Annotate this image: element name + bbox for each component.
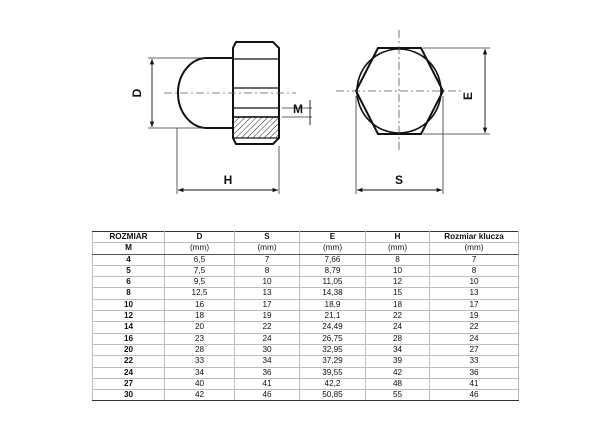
value-cell: 42 [165, 390, 235, 401]
value-cell: 36 [235, 367, 300, 378]
value-cell: 15 [366, 288, 430, 299]
value-cell: 12 [366, 277, 430, 288]
header-e: E [300, 232, 366, 243]
value-cell: 24,49 [300, 322, 366, 333]
top-view [336, 30, 490, 194]
table-row [93, 333, 519, 344]
value-cell: 42 [366, 367, 430, 378]
size-cell: 6 [93, 277, 165, 288]
value-cell: 21,1 [300, 311, 366, 322]
value-cell: 26,75 [300, 333, 366, 344]
table-body [93, 254, 519, 401]
table-row [93, 288, 519, 299]
size-cell: 8 [93, 288, 165, 299]
value-cell: 50,85 [300, 390, 366, 401]
value-cell: 8,79 [300, 265, 366, 276]
value-cell: 10 [366, 265, 430, 276]
size-cell: 14 [93, 322, 165, 333]
h-dimension-label: H [223, 173, 233, 187]
thread-hatch [233, 117, 279, 138]
header-d: D [165, 232, 235, 243]
header-row [93, 232, 519, 243]
table-row [93, 378, 519, 389]
value-cell: 30 [235, 344, 300, 355]
value-cell: 48 [366, 378, 430, 389]
value-cell: 11,05 [300, 277, 366, 288]
e-dimension-label: E [461, 91, 475, 101]
value-cell: 24 [235, 333, 300, 344]
header-s: S [235, 232, 300, 243]
unit-cell: (mm) [165, 243, 235, 254]
value-cell: 13 [430, 288, 519, 299]
unit-cell: (mm) [366, 243, 430, 254]
value-cell: 36 [430, 367, 519, 378]
unit-cell: (mm) [430, 243, 519, 254]
size-cell: 24 [93, 367, 165, 378]
value-cell: 17 [430, 299, 519, 310]
value-cell: 17 [235, 299, 300, 310]
table-row [93, 277, 519, 288]
value-cell: 8 [235, 265, 300, 276]
value-cell: 9,5 [165, 277, 235, 288]
header-h: H [366, 232, 430, 243]
value-cell: 28 [165, 344, 235, 355]
value-cell: 42,2 [300, 378, 366, 389]
value-cell: 34 [165, 367, 235, 378]
value-cell: 37,29 [300, 356, 366, 367]
value-cell: 14,38 [300, 288, 366, 299]
value-cell: 18 [366, 299, 430, 310]
value-cell: 32,95 [300, 344, 366, 355]
value-cell: 7,66 [300, 254, 366, 265]
m-dimension-label: M [293, 102, 303, 116]
value-cell: 7 [235, 254, 300, 265]
value-cell: 41 [430, 378, 519, 389]
size-cell: 12 [93, 311, 165, 322]
size-cell: 30 [93, 390, 165, 401]
value-cell: 33 [165, 356, 235, 367]
value-cell: 24 [430, 333, 519, 344]
value-cell: 33 [430, 356, 519, 367]
table-row [93, 265, 519, 276]
size-cell: 4 [93, 254, 165, 265]
value-cell: 22 [430, 322, 519, 333]
header-wrench-size: Rozmiar klucza [430, 232, 519, 243]
table-row [93, 344, 519, 355]
value-cell: 8 [366, 254, 430, 265]
size-cell: 20 [93, 344, 165, 355]
table-row [93, 356, 519, 367]
size-cell: 16 [93, 333, 165, 344]
table-row [93, 390, 519, 401]
size-specification-table [92, 231, 519, 401]
value-cell: 6,5 [165, 254, 235, 265]
value-cell: 16 [165, 299, 235, 310]
s-dimension-label: S [394, 173, 404, 187]
unit-cell: (mm) [235, 243, 300, 254]
value-cell: 20 [165, 322, 235, 333]
value-cell: 8 [430, 265, 519, 276]
value-cell: 34 [366, 344, 430, 355]
table-row [93, 367, 519, 378]
value-cell: 55 [366, 390, 430, 401]
value-cell: 12,5 [165, 288, 235, 299]
value-cell: 19 [235, 311, 300, 322]
value-cell: 39,55 [300, 367, 366, 378]
side-view [130, 42, 312, 194]
table-row [93, 299, 519, 310]
table-row [93, 311, 519, 322]
value-cell: 13 [235, 288, 300, 299]
value-cell: 41 [235, 378, 300, 389]
value-cell: 40 [165, 378, 235, 389]
header-size: ROZMIAR [93, 232, 165, 243]
size-cell: 27 [93, 378, 165, 389]
d-dimension-label: D [130, 88, 144, 98]
value-cell: 18,9 [300, 299, 366, 310]
value-cell: 7 [430, 254, 519, 265]
value-cell: 18 [165, 311, 235, 322]
value-cell: 34 [235, 356, 300, 367]
value-cell: 46 [430, 390, 519, 401]
size-cell: 22 [93, 356, 165, 367]
table-row [93, 322, 519, 333]
size-cell: 10 [93, 299, 165, 310]
units-row [93, 243, 519, 254]
value-cell: 46 [235, 390, 300, 401]
acorn-nut-technical-drawing [0, 0, 600, 210]
unit-cell: M [93, 243, 165, 254]
unit-cell: (mm) [300, 243, 366, 254]
table-row [93, 254, 519, 265]
value-cell: 27 [430, 344, 519, 355]
value-cell: 10 [235, 277, 300, 288]
value-cell: 22 [235, 322, 300, 333]
value-cell: 28 [366, 333, 430, 344]
value-cell: 19 [430, 311, 519, 322]
value-cell: 10 [430, 277, 519, 288]
size-cell: 5 [93, 265, 165, 276]
value-cell: 7,5 [165, 265, 235, 276]
value-cell: 22 [366, 311, 430, 322]
value-cell: 24 [366, 322, 430, 333]
value-cell: 39 [366, 356, 430, 367]
value-cell: 23 [165, 333, 235, 344]
